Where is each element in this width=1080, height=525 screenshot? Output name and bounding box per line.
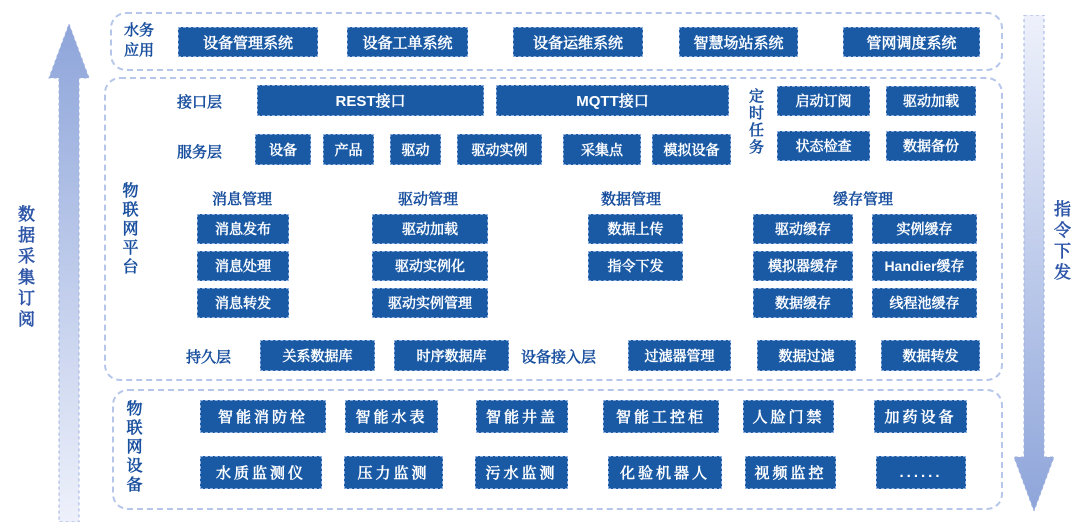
device-box: 水质监测仪 [200,456,322,489]
service-box: 驱动实例 [457,134,542,165]
persistence-layer-label: 持久层 [186,349,232,366]
cache-box: Handier缓存 [872,251,977,281]
data-box: 数据上传 [588,214,683,244]
up-arrow-icon [48,24,90,522]
right-arrow-label: 指令下发 [1051,200,1070,284]
cache-box: 数据缓存 [753,288,853,318]
access-box: 数据过滤 [757,340,856,371]
message-box: 消息发布 [197,214,289,244]
message-box: 消息处理 [197,251,289,281]
persist-box: 时序数据库 [394,340,509,371]
cache-box: 模拟器缓存 [753,251,853,281]
device-box: 人脸门禁 [743,400,834,433]
sched-box: 启动订阅 [777,86,870,116]
service-box: 驱动 [390,134,441,165]
device-box: 智能消防栓 [200,400,326,433]
interface-box: REST接口 [257,85,484,116]
cache-mgmt-title: 缓存管理 [833,191,894,208]
driver-box: 驱动实例化 [372,251,488,281]
device-access-layer-label: 设备接入层 [521,349,597,366]
driver-box: 驱动加载 [372,214,488,244]
app-box: 设备运维系统 [513,27,643,57]
access-box: 数据转发 [881,340,980,371]
app-section-label: 水务应用 [123,22,154,60]
device-box: 智能工控柜 [603,400,719,433]
devices-section-label: 物联网设备 [124,400,141,495]
driver-box: 驱动实例管理 [372,288,488,318]
sched-box: 驱动加载 [886,86,976,116]
message-box: 消息转发 [197,288,289,318]
app-box: 设备工单系统 [347,27,468,57]
app-box: 管网调度系统 [843,27,980,57]
interface-box: MQTT接口 [496,85,729,116]
sched-box: 数据备份 [886,131,976,161]
device-box: 压力监测 [344,456,443,489]
left-arrow-label: 数据采集订阅 [15,205,34,331]
device-box: ...... [876,456,966,489]
cache-box: 线程池缓存 [872,288,977,318]
down-arrow-icon [1013,15,1055,511]
device-box: 加药设备 [874,400,967,433]
device-box: 视频监控 [745,456,836,489]
interface-layer-label: 接口层 [177,94,223,111]
device-box: 智能井盖 [476,400,568,433]
service-box: 模拟设备 [652,134,731,165]
service-layer-label: 服务层 [177,144,223,161]
device-box: 污水监测 [475,456,568,489]
message-mgmt-title: 消息管理 [212,191,273,208]
app-box: 设备管理系统 [178,27,318,57]
persist-box: 关系数据库 [260,340,375,371]
platform-section-label: 物联网平台 [120,182,137,277]
device-box: 化验机器人 [608,456,722,489]
cache-box: 实例缓存 [872,214,977,244]
service-box: 设备 [255,134,311,165]
data-box: 指令下发 [588,251,683,281]
sched-box: 状态检查 [777,131,870,161]
access-box: 过滤器管理 [628,340,731,371]
driver-mgmt-title: 驱动管理 [398,191,459,208]
data-mgmt-title: 数据管理 [601,191,662,208]
service-box: 产品 [323,134,374,165]
device-box: 智能水表 [345,400,438,433]
service-box: 采集点 [563,134,641,165]
cache-box: 驱动缓存 [753,214,853,244]
app-box: 智慧场站系统 [679,27,798,57]
scheduled-tasks-label: 定时任务 [747,88,764,156]
